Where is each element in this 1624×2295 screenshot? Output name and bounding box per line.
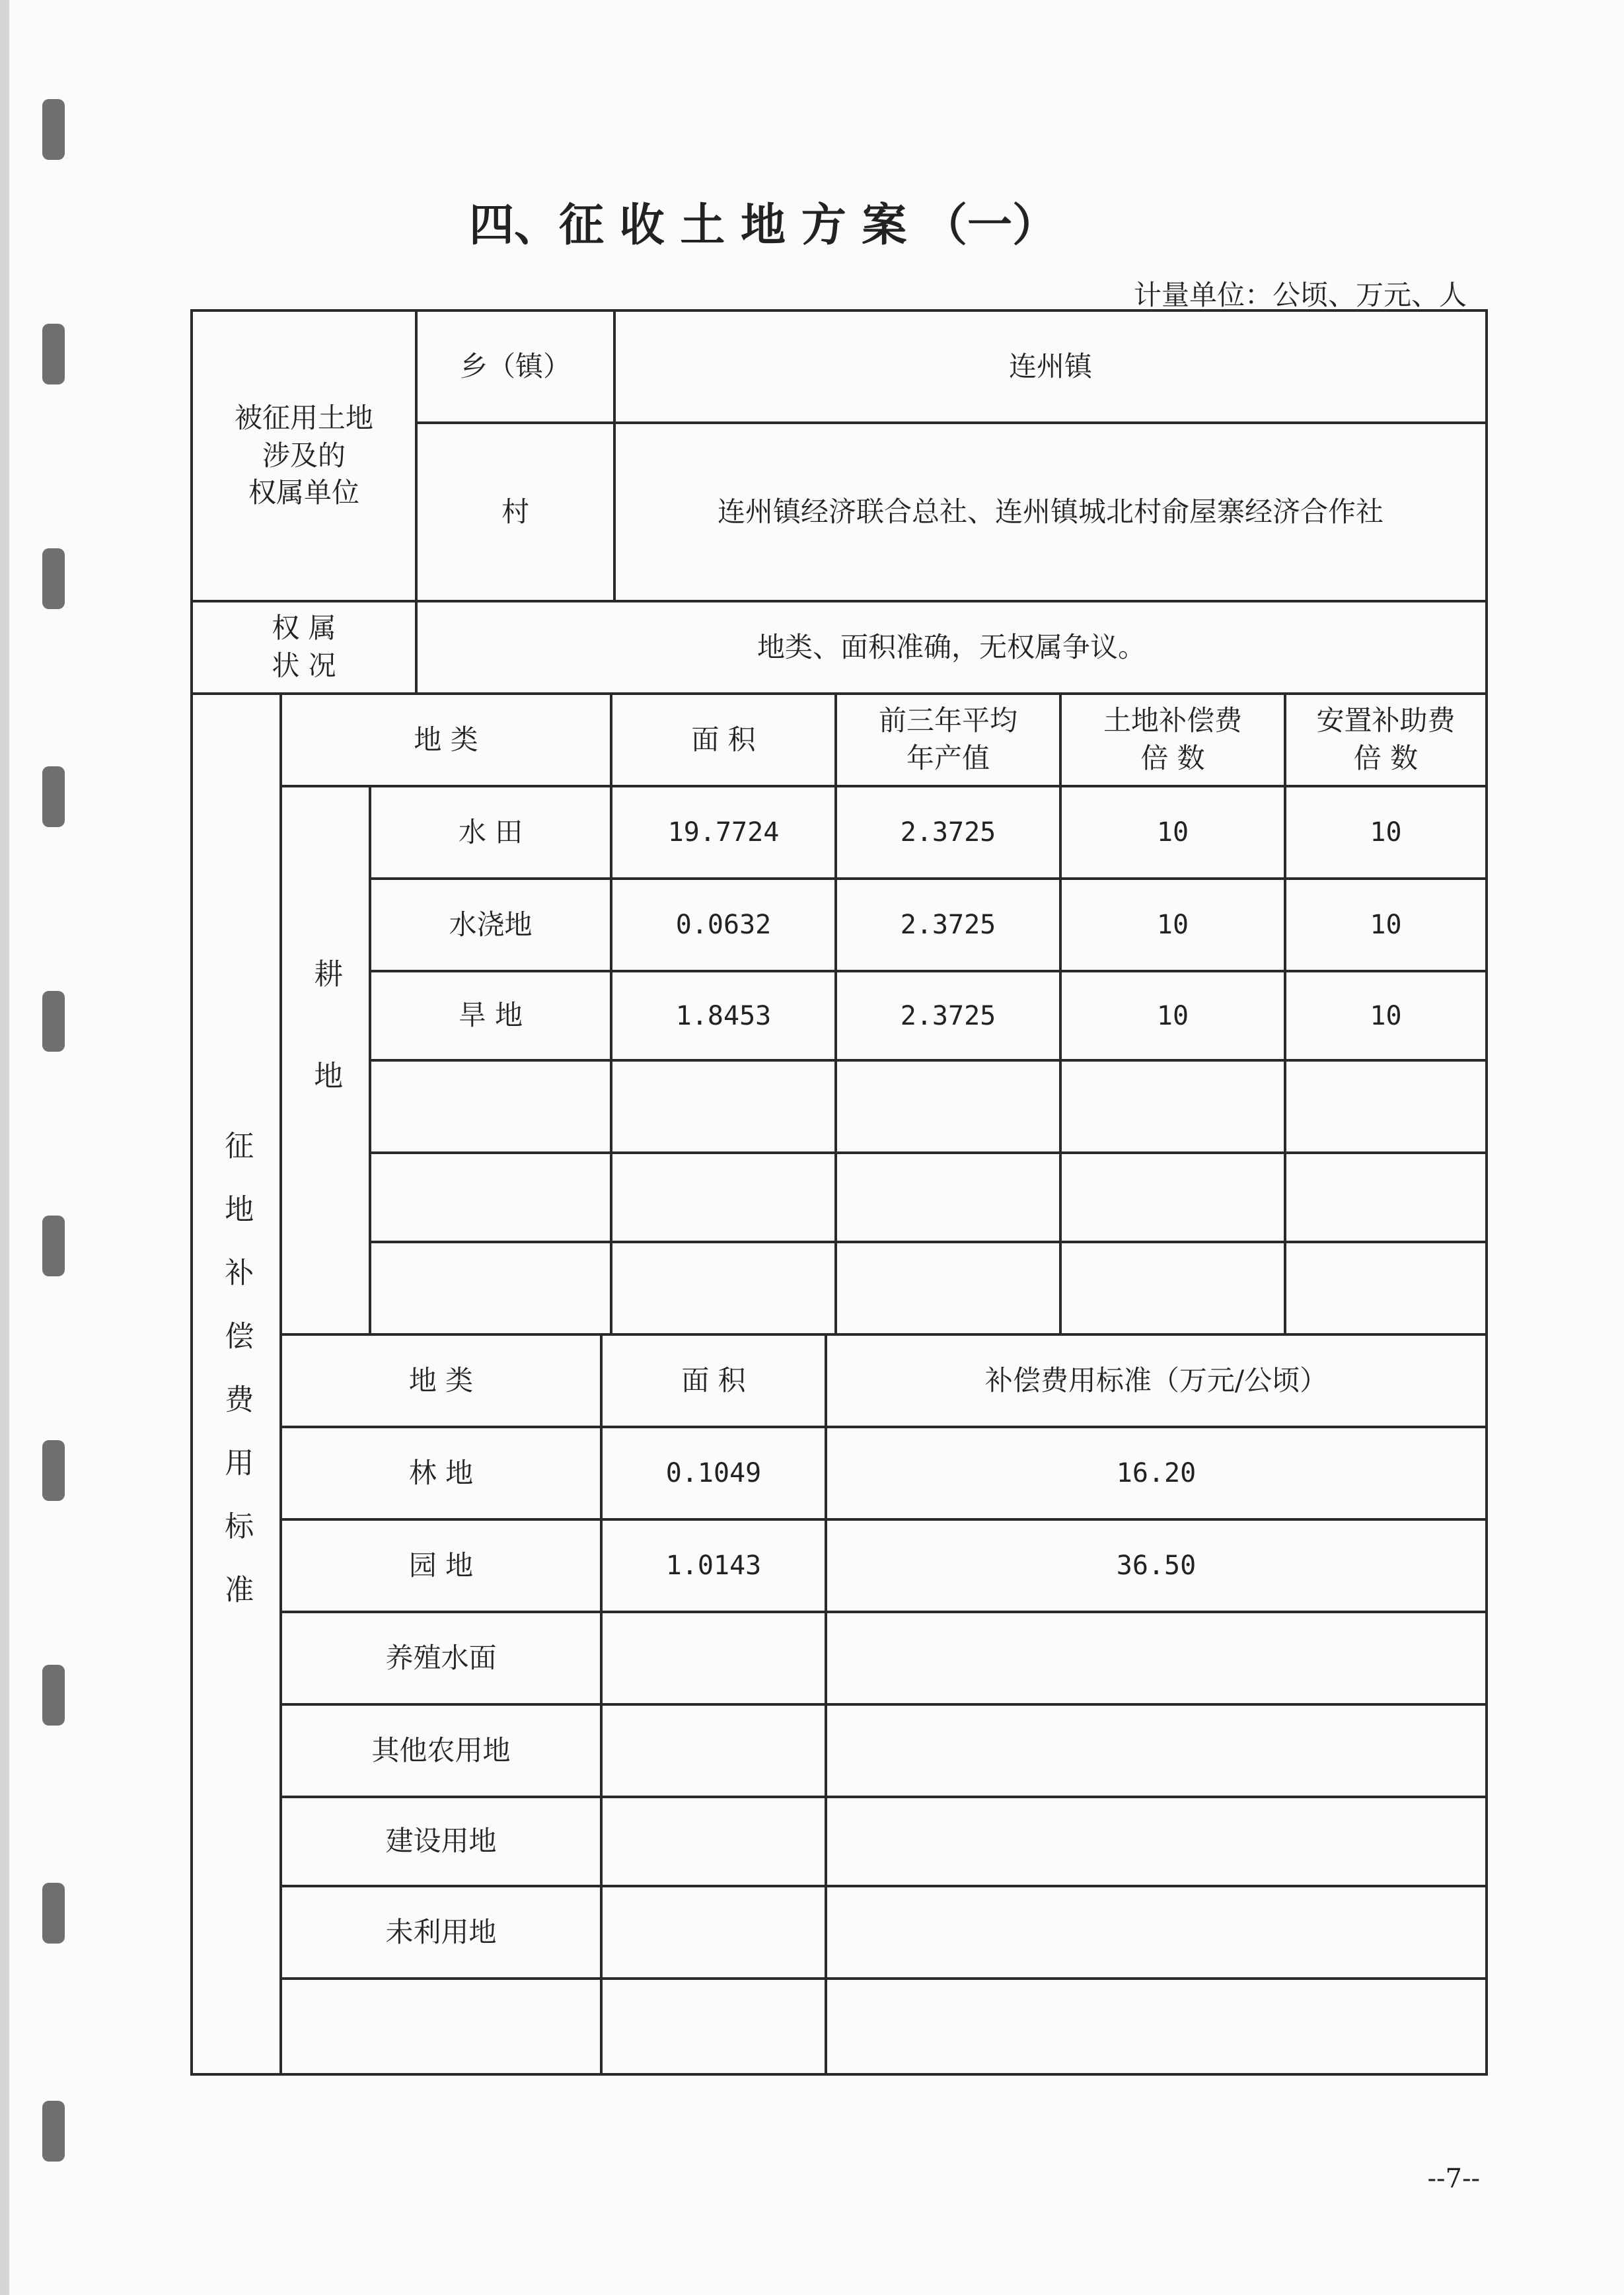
- village-value: 连州镇经济联合总社、连州镇城北村俞屋寨经济合作社: [717, 495, 1384, 528]
- t1-row-area: 1.8453: [675, 1000, 772, 1031]
- t2-row-area: [601, 1612, 826, 1704]
- t2-header-land-type: 地 类: [408, 1364, 474, 1397]
- t1-row-type: 水浇地: [449, 908, 533, 941]
- t1-row-comp: 10: [1156, 910, 1189, 940]
- t1-row-output: 2.3725: [900, 1000, 996, 1031]
- t2-row-type: 其他农用地: [371, 1733, 511, 1767]
- township-value: 连州镇: [1008, 349, 1092, 382]
- t1-row-type: 旱 地: [458, 999, 523, 1032]
- t2-row-type: 养殖水面: [385, 1641, 497, 1674]
- t1-header-avg-output: [836, 694, 1060, 786]
- t1-header-land-type: 地 类: [414, 723, 478, 756]
- t1-row-resettle: 10: [1370, 1000, 1402, 1031]
- t2-row-standard: [826, 1704, 1487, 1797]
- t2-row-standard: 36.50: [1116, 1550, 1197, 1581]
- t1-row-type: 水 田: [458, 815, 523, 848]
- ownership-status-label-line: 权 属: [272, 612, 336, 645]
- township-label: 乡（镇）: [459, 349, 571, 382]
- ownership-status-label-line: 状 况: [272, 649, 336, 682]
- page-title: 四、征 收 土 地 方 案 （一）: [469, 198, 1058, 252]
- t1-row-comp: 10: [1156, 817, 1189, 848]
- t2-row-area: [601, 1704, 826, 1797]
- t2-row-type: 林 地: [408, 1456, 474, 1489]
- t1-row-output: 2.3725: [900, 910, 996, 940]
- t2-row-area: [601, 1797, 826, 1886]
- t2-header-area: 面 积: [681, 1364, 746, 1397]
- t1-row-area: 19.7724: [667, 817, 780, 848]
- t1-header-area: 面 积: [691, 723, 756, 756]
- t2-row-type: 建设用地: [385, 1825, 497, 1858]
- t1-header-comp-multiple: [1060, 694, 1285, 786]
- t2-row-area: [601, 1886, 826, 1979]
- t2-row-standard: [826, 1797, 1487, 1886]
- standard-vertical-label: 征地补偿费用标准: [219, 1130, 254, 1638]
- t2-row-standard: [826, 1886, 1487, 1979]
- t1-header-line: 安置补助费: [1316, 704, 1456, 737]
- t2-row-standard: 16.20: [1116, 1458, 1197, 1488]
- ownership-status-value: 地类、面积准确，无权属争议。: [757, 630, 1146, 663]
- t2-row-type: 未利用地: [385, 1915, 497, 1948]
- t2-row-type: 园 地: [408, 1548, 474, 1582]
- ownership-status-label: [192, 601, 416, 694]
- t1-header-line: 倍 数: [1353, 742, 1419, 774]
- t1-header-line: 倍 数: [1140, 742, 1205, 774]
- t1-header-resettle-multiple: [1285, 694, 1487, 786]
- t2-row-standard: [826, 1612, 1487, 1704]
- t2-row-area: 1.0143: [665, 1550, 762, 1581]
- unit-note: 计量单位：公顷、万元、人: [1133, 279, 1467, 311]
- t1-header-line: 前三年平均: [878, 704, 1017, 737]
- t1-row-comp: 10: [1156, 1000, 1189, 1031]
- owner-unit-label: [192, 310, 416, 601]
- cultivated-vertical-label: 耕地: [309, 959, 343, 1162]
- t1-row-resettle: 10: [1370, 910, 1402, 940]
- t2-header-standard: 补偿费用标准（万元/公顷）: [984, 1364, 1328, 1397]
- t1-header-line: 年产值: [906, 742, 990, 774]
- owner-unit-label-line: 权属单位: [248, 476, 359, 509]
- t1-row-area: 0.0632: [675, 910, 772, 940]
- owner-unit-label-line: 被征用土地: [234, 401, 373, 434]
- t1-row-output: 2.3725: [900, 817, 996, 848]
- owner-unit-label-line: 涉及的: [262, 439, 346, 472]
- page-number: --7--: [1427, 2164, 1480, 2194]
- village-label: 村: [501, 495, 529, 528]
- t1-row-resettle: 10: [1370, 817, 1402, 848]
- t1-header-line: 土地补偿费: [1103, 704, 1242, 737]
- t2-row-area: 0.1049: [665, 1458, 762, 1488]
